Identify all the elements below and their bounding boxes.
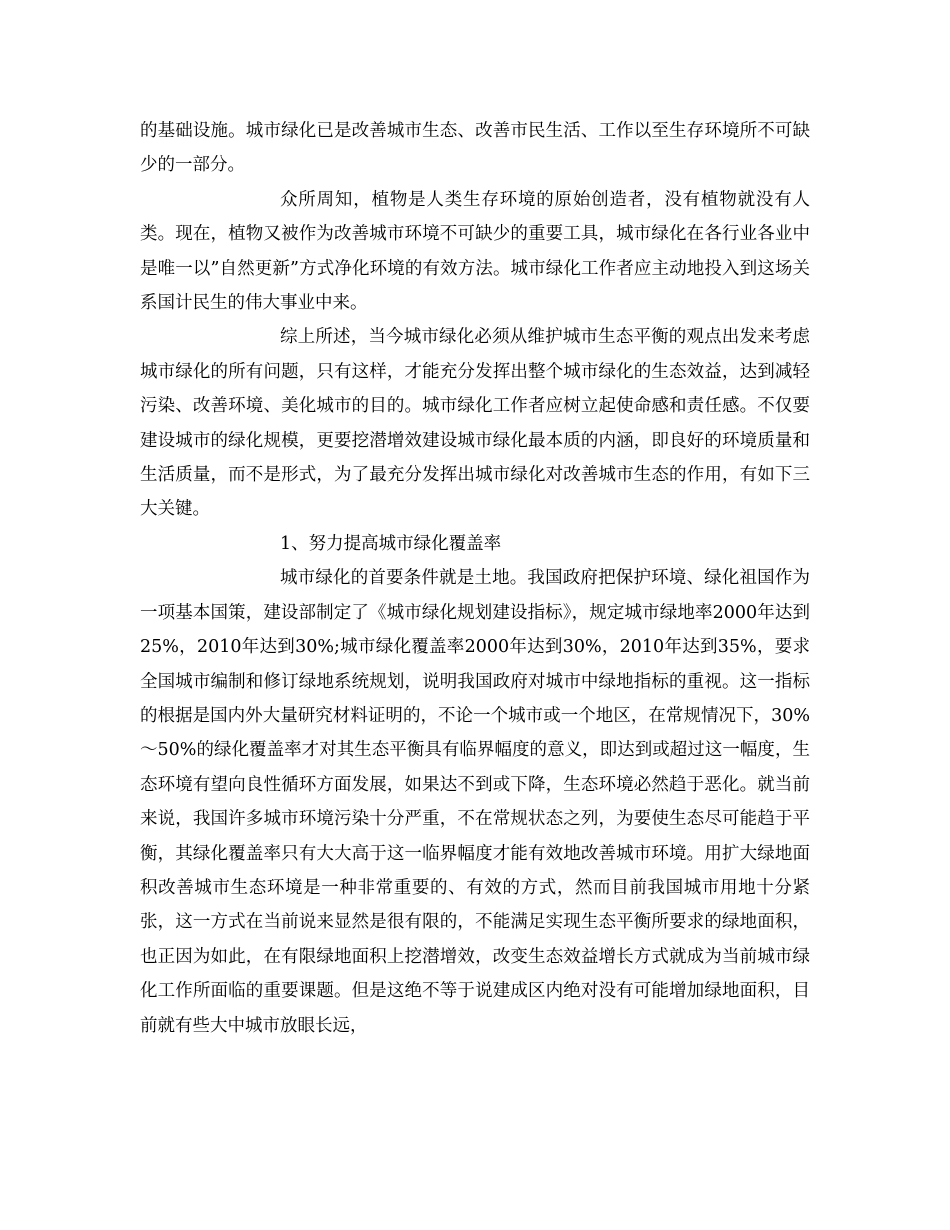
section-heading-coverage-rate: 1、努力提高城市绿化覆盖率: [280, 533, 502, 554]
paragraph-continuation: 的基础设施。城市绿化已是改善城市生态、改善市民生活、工作以至生存环境所不可缺少的一部分。: [140, 121, 810, 176]
paragraph-plants-role: 众所周知，植物是人类生存环境的原始创造者，没有植物就没有人类。现在，植物又被作为改善城市环境不可缺少的重要工具，城市绿化在各行业各业中是唯一以”自然更新”方式净化环境的有效方法。城市绿化工作者应主动地投入到这场关系国计民生的伟大事业中来。: [140, 189, 810, 314]
paragraph-land-and-coverage: 城市绿化的首要条件就是土地。我国政府把保护环境、绿化祖国作为一项基本国策，建设部制定了《城市绿化规划建设指标》，规定城市绿地率2000年达到25%，2010年达到30%;城市绿化覆盖率2000年达到30%，2010年达到35%，要求全国城市编制和修订绿地系统规划，说明我国政府对城市中绿地指标的重视。这一指标的根据是国内外大量研究材料证明的，不论一个城市或一个地区，在常规情况下，30%～50%的绿化覆盖率才对其生态平衡具有临界幅度的意义，即达到或超过这一幅度，生态环境有望向良性循环方面发展，如果达不到或下降，生态环境必然趋于恶化。就当前来说，我国许多城市环境污染十分严重，不在常规状态之列，为要使生态尽可能趋于平衡，其绿化覆盖率只有大大高于这一临界幅度才能有效地改善城市环境。用扩大绿地面积改善城市生态环境是一种非常重要的、有效的方式，然而目前我国城市用地十分紧张，这一方式在当前说来显然是很有限的，不能满足实现生态平衡所要求的绿地面积，也正因为如此，在有限绿地面积上挖潜增效，改变生态效益增长方式就成为当前城市绿化工作所面临的重要课题。但是这绝不等于说建成区内绝对没有可能增加绿地面积，目前就有些大中城市放眼长远，: [140, 568, 810, 1036]
document-body: [140, 114, 810, 1043]
paragraph-summary: 综上所述，当今城市绿化必须从维护城市生态平衡的观点出发来考虑城市绿化的所有问题，只有这样，才能充分发挥出整个城市绿化的生态效益，达到减轻污染、改善环境、美化城市的目的。城市绿化工作者应树立起使命感和责任感。不仅要建设城市的绿化规模，更要挖潜增效建设城市绿化最本质的内涵，即良好的环境质量和生活质量，而不是形式，为了最充分发挥出城市绿化对改善城市生态的作用，有如下三大关键。: [140, 327, 810, 520]
